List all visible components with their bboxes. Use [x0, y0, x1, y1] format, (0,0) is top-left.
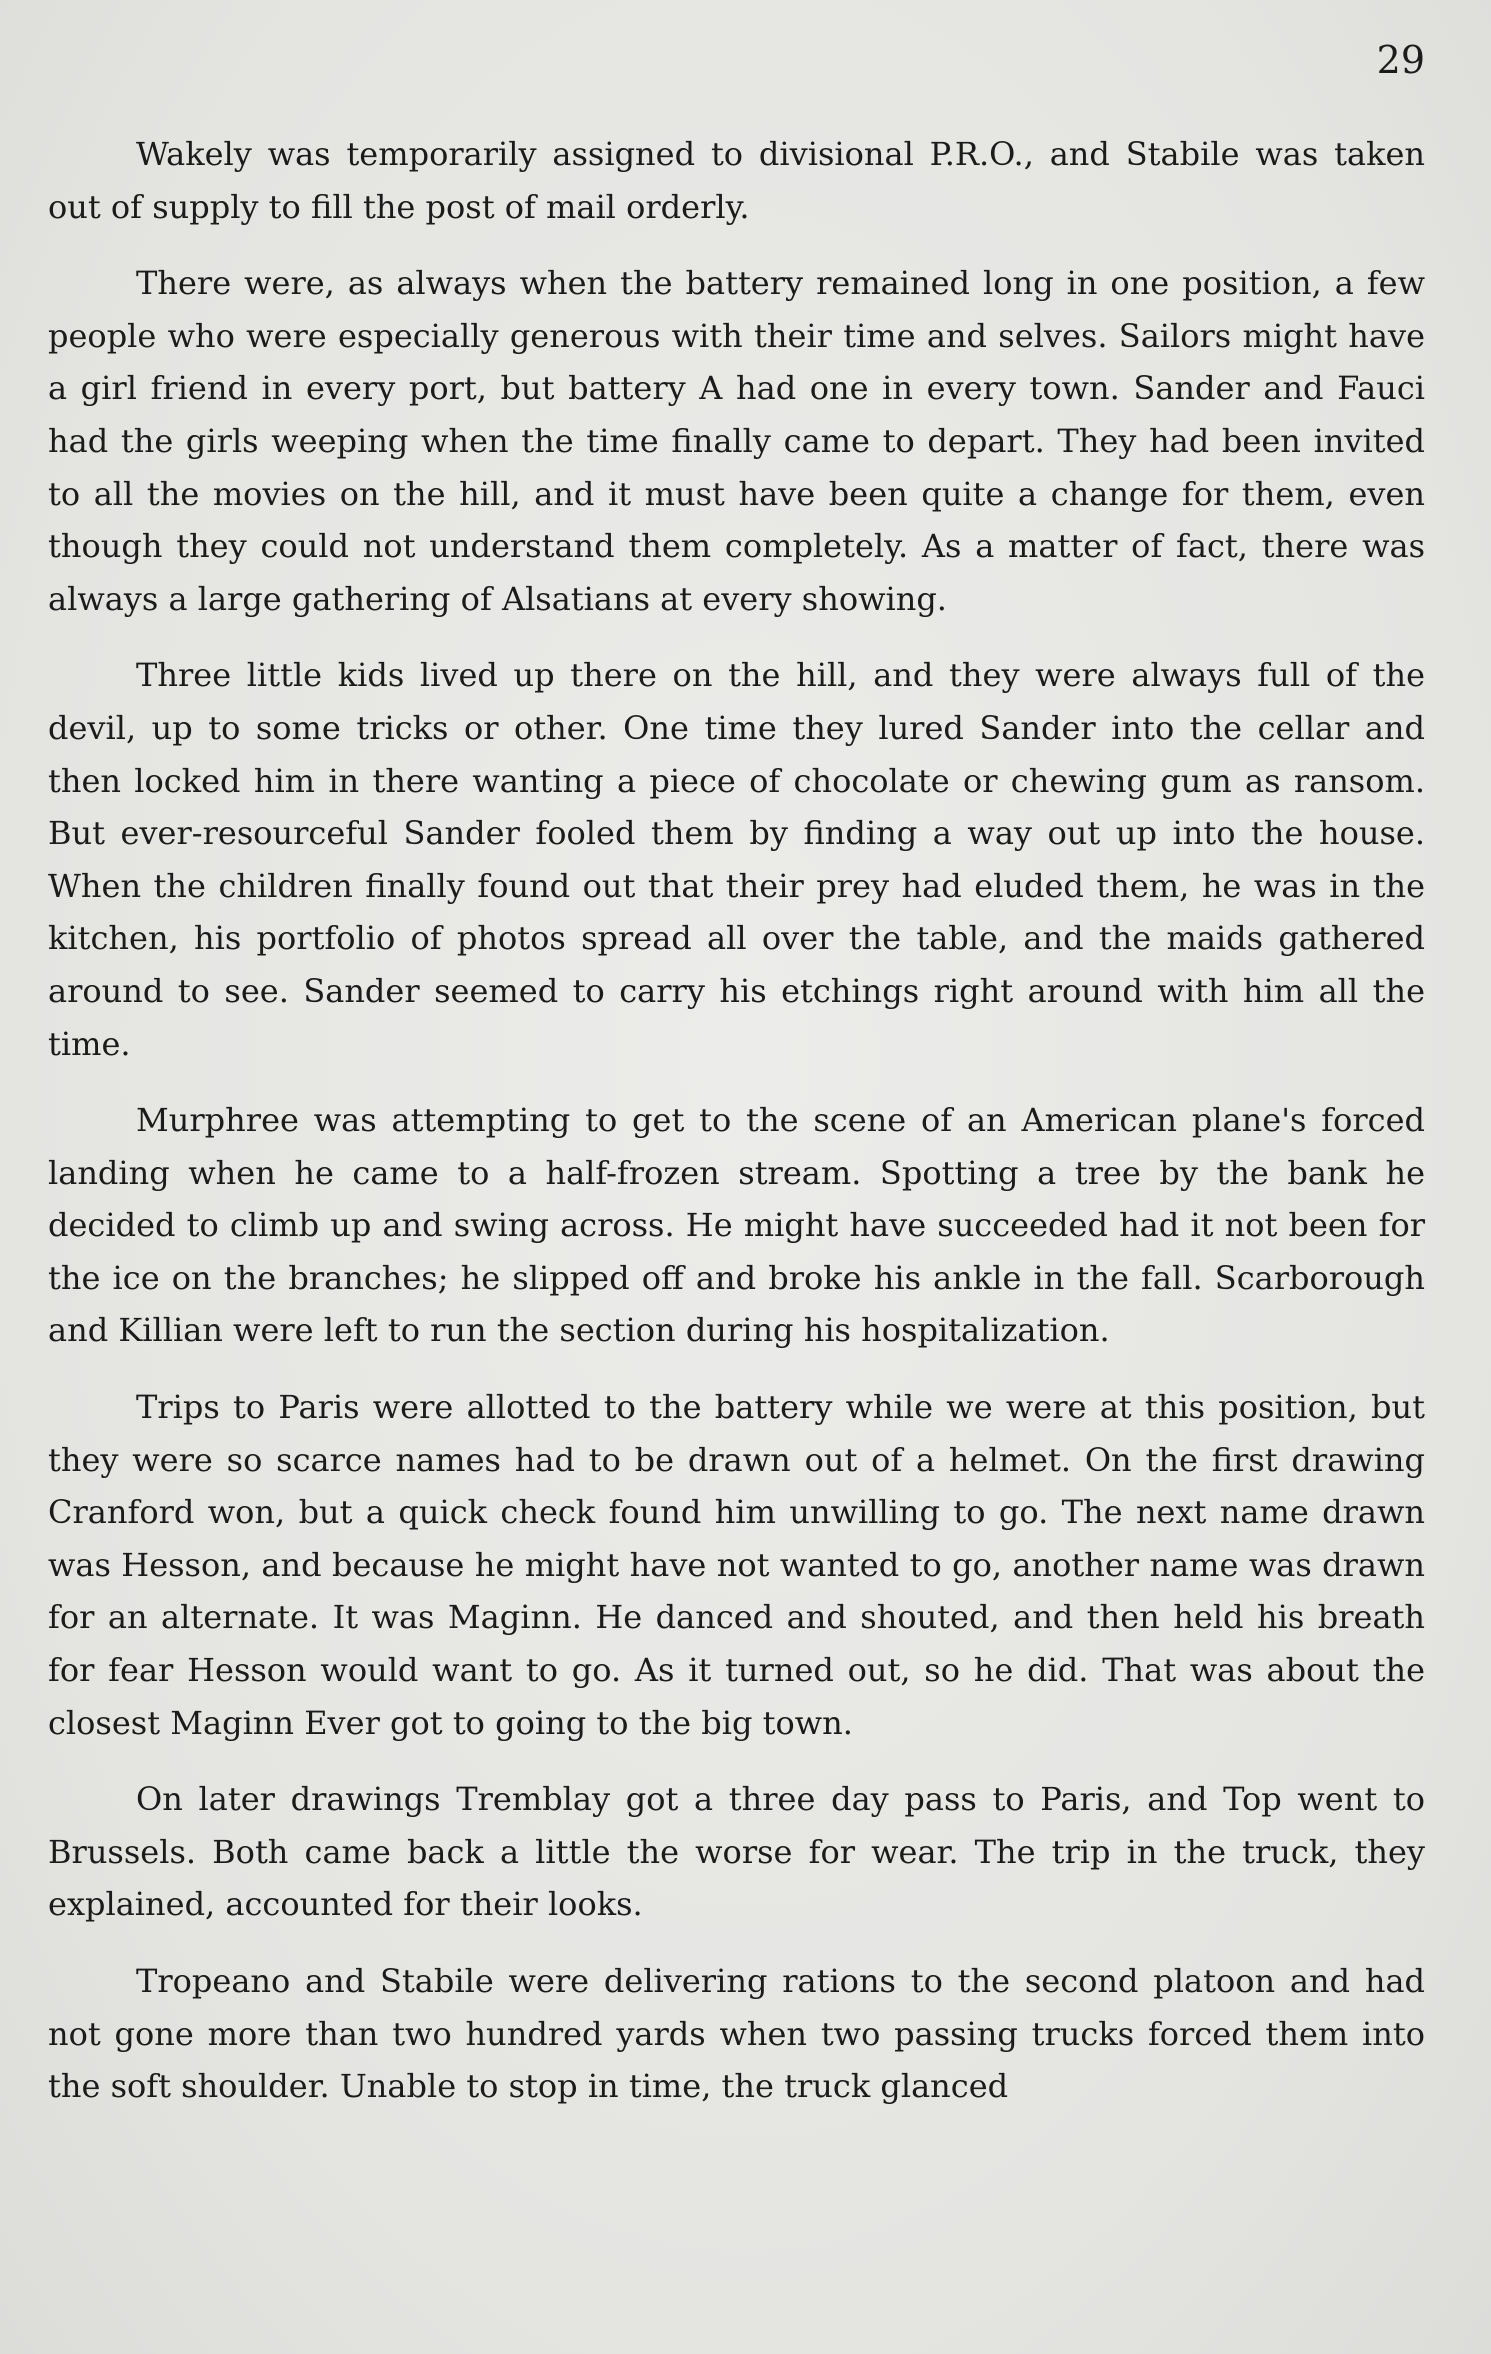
paragraph-battery-position: There were, as always when the battery remained long in one position, a few people who were especially generous with their time and selves. Sailors might have a girl friend in every port, but battery A had one in every town. Sander and Fauci had the girls weeping when the time finally came to depart. They had been invited to all the movies on the hill, and it must have been quite a change for them, even though they could not understand them completely. As a matter of fact, there was always a large gathering of Alsatians at every showing.: [48, 264, 1425, 618]
paragraph-tropeano-stabile: Tropeano and Stabile were delivering rations to the second platoon and had not gone more than two hundred yards when two passing trucks forced them into the soft shoulder. Unable to stop in time, the truck glanced: [48, 1962, 1425, 2106]
paragraph-three-kids: Three little kids lived up there on the hill, and they were always full of the devil, up to some tricks or other. One time they lured Sander into the cellar and then locked him in there wanting a piece of chocolate or chewing gum as ransom. But ever-resourceful Sander fooled them by finding a way out up into the house. When the children finally found out that their prey had eluded them, he was in the kitchen, his portfolio of photos spread all over the table, and the maids gathered around to see. Sander seemed to carry his etchings right around with him all the time.: [48, 656, 1425, 1063]
paragraph-wakely: Wakely was temporarily assigned to divisional P.R.O., and Stabile was taken out of supply to fill the post of mail orderly.: [48, 135, 1425, 226]
page-number: 29: [1376, 38, 1425, 82]
paragraph-murphree: Murphree was attempting to get to the scene of an American plane's forced landing when he came to a half-frozen stream. Spotting a tree by the bank he decided to climb up and swing across. He might have succeeded had it not been for the ice on the branches; he slipped off and broke his ankle in the fall. Scarborough and Killian were left to run the section during his hospitalization.: [48, 1101, 1425, 1350]
paragraph-paris-trips: Trips to Paris were allotted to the battery while we were at this position, but they were so scarce names had to be drawn out of a helmet. On the first drawing Cranford won, but a quick check found him unwilling to go. The next name drawn was Hesson, and because he might have not wanted to go, another name was drawn for an alternate. It was Maginn. He danced and shouted, and then held his breath for fear Hesson would want to go. As it turned out, so he did. That was about the closest Maginn Ever got to going to the big town.: [48, 1388, 1425, 1742]
paragraph-later-drawings: On later drawings Tremblay got a three day pass to Paris, and Top went to Brussels. Both came back a little the worse for wear. The trip in the truck, they explained, accounted for their looks.: [48, 1780, 1425, 1924]
body-text: [48, 128, 1425, 2113]
